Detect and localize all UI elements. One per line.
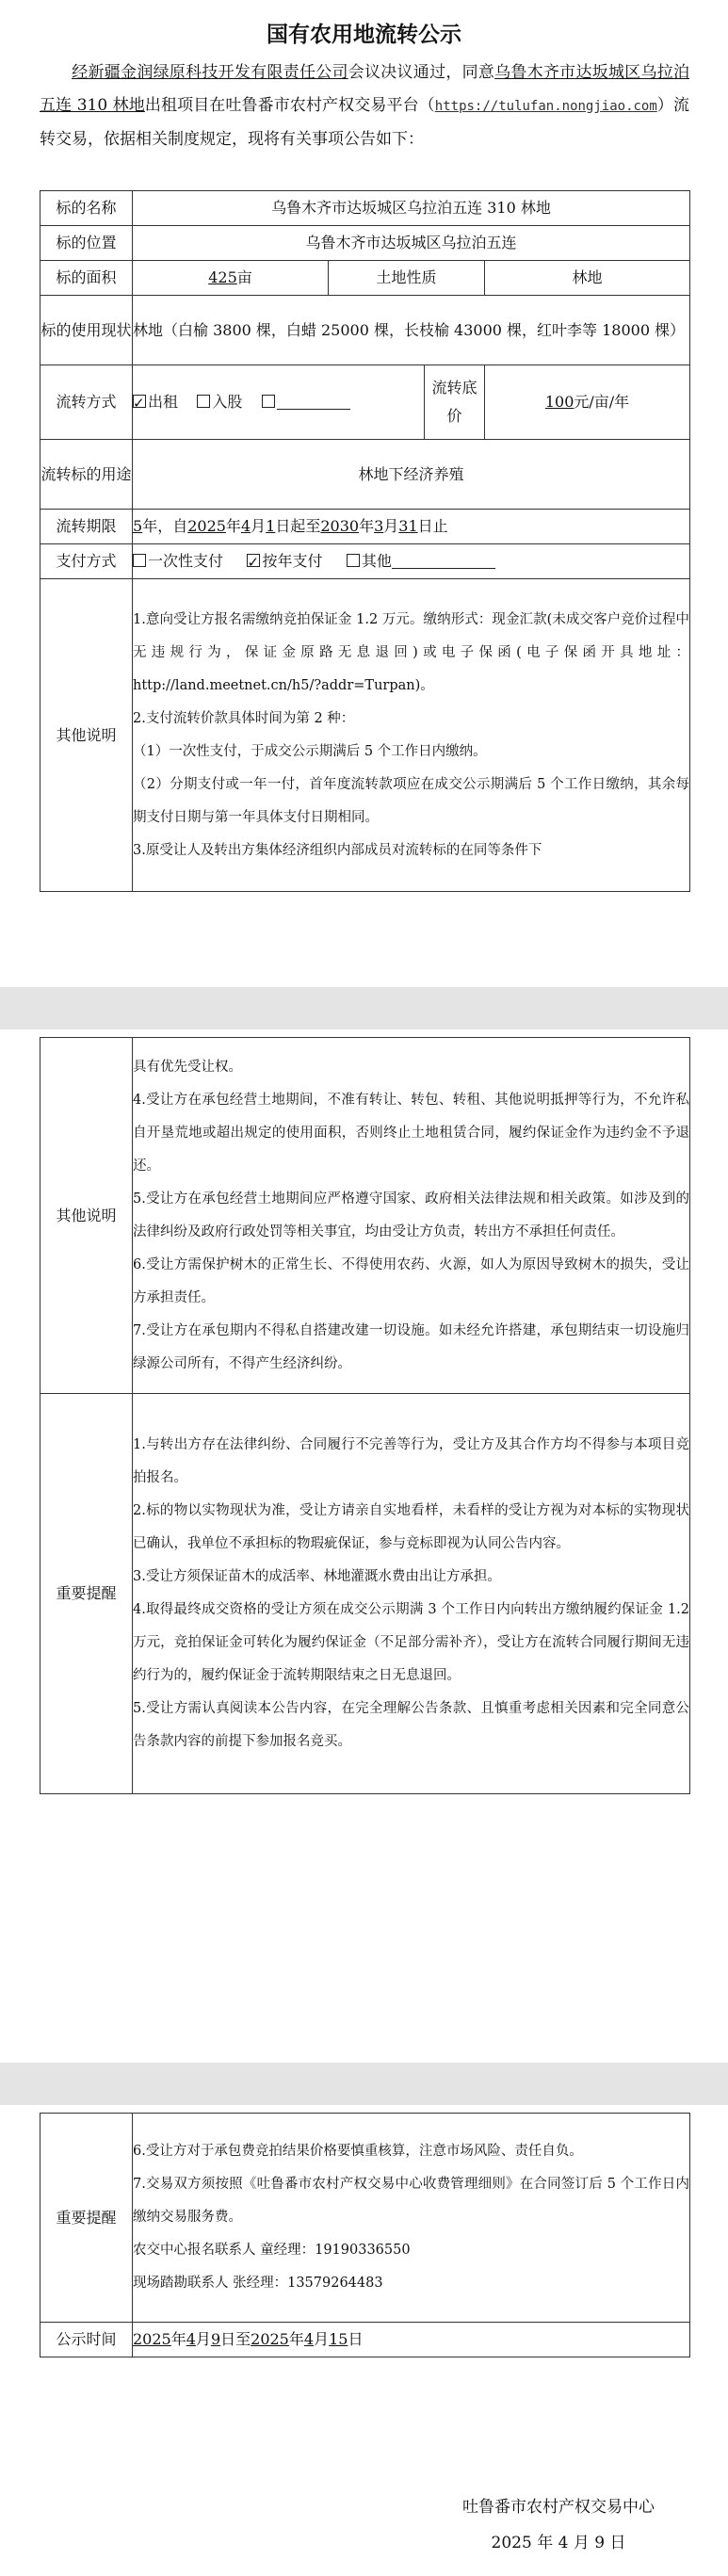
payment-options: 一次性支付 ✓ 按年支付 其他 — [133, 544, 690, 579]
reminder-item: 6.受让方对于承包费竞拍结果价格要慎重核算，注意市场风险、责任自负。 — [133, 2144, 583, 2159]
row-reminders-1 — [40, 1394, 690, 1794]
row-area — [40, 261, 690, 296]
name-label: 标的名称 — [40, 191, 133, 226]
note-item: （1）一次性支付，于成交公示期满后 5 个工作日内缴纳。 — [133, 743, 487, 759]
intro-paragraph: 经新疆金润绿原科技开发有限责任公司会议决议通过，同意乌鲁木齐市达坂城区乌拉泊五连 310 林地出租项目在吐鲁番市农村产权交易平台（https://tulufan.nongjiao.com）流转交易，依据相关制度规定，现将有关事项公告如下： — [40, 63, 690, 149]
note-item: 2.支付流转价款具体时间为第 2 种： — [133, 710, 355, 726]
note-item: （2）分期支付或一年一付，首年度流转款项应在成交公示期满后 5 个工作日缴纳，其余每期支付日期与第一年具体支付日期相同。 — [133, 776, 690, 825]
other-notes-list-1 — [133, 579, 690, 892]
contact-registration: 农交中心报名联系人 童经理：19190336550 — [133, 2243, 411, 2258]
name-value: 乌鲁木齐市达坂城区乌拉泊五连 310 林地 — [133, 191, 690, 226]
term-label: 流转期限 — [40, 510, 133, 544]
reminder-item: 7.交易双方须按照《吐鲁番市农村产权交易中心收费管理细则》在合同签订后 5 个工作日内缴纳交易服务费。 — [133, 2177, 689, 2225]
contact-site-visit: 现场踏勘联系人 张经理：13579264483 — [133, 2276, 383, 2291]
checkbox-rent[interactable] — [133, 395, 146, 408]
reminders-list-1 — [133, 1394, 690, 1794]
purpose-label: 流转标的用途 — [40, 440, 133, 510]
checkbox-share[interactable] — [197, 395, 210, 408]
reminder-item: 2.标的物以实物现状为准，受让方请亲自实地看样，未看样的受让方视为对本标的实物现状已确认，我单位不承担标的物瑕疵保证，参与竞标即视为认同公告内容。 — [133, 1503, 689, 1551]
checkbox-other-method[interactable] — [262, 395, 275, 408]
document-title: 国有农用地流转公示 — [267, 23, 461, 47]
method-label: 流转方式 — [40, 365, 133, 440]
note-item: 3.原受让人及转出方集体经济组织内部成员对流转标的在同等条件下 — [133, 842, 542, 858]
note-item: 具有优先受让权。 — [133, 1059, 242, 1075]
listing-table-continued — [40, 1037, 690, 1794]
reminder-item: 1.与转出方存在法律纠纷、合同履行不完善等行为，受让方及其合作方均不得参与本项目竞拍报名。 — [133, 1437, 689, 1485]
publish-value: 2025年4月9日至2025年4月15日 — [133, 2323, 690, 2357]
listing-table — [40, 190, 690, 892]
publish-label: 公示时间 — [40, 2323, 133, 2357]
checkbox-lump-sum[interactable] — [133, 554, 146, 567]
checkbox-other-payment[interactable] — [347, 554, 360, 567]
page-1 — [0, 0, 728, 987]
payment-label: 支付方式 — [40, 544, 133, 579]
issue-date: 2025 年 4 月 9 日 — [491, 2534, 626, 2552]
other-notes-label: 其他说明 — [40, 579, 133, 892]
note-item: 4.受让方在承包经营土地期间，不准有转让、转包、转租、其他说明抵押等行为，不允许私自开垦荒地或超出规定的使用面积，否则终止土地租赁合同，履约保证金作为违约金不予退还。 — [133, 1092, 689, 1174]
nature-label: 土地性质 — [329, 261, 485, 296]
other-notes-label-2: 其他说明 — [40, 1038, 133, 1394]
checkbox-yearly[interactable] — [247, 554, 260, 567]
reminder-item: 4.取得最终成交资格的受让方须在成交公示期满 3 个工作日内向转出方缴纳履约保证金 1.2 万元，竞拍保证金可转化为履约保证金（不足部分需补齐），受让方在流转合同履行期间无违约行为的，履约保证金于流转期限结束之日无息退回。 — [133, 1602, 689, 1683]
note-item: 7.受让方在承包期内不得私自搭建改建一切设施。如未经允许搭建，承包期结束一切设施归绿源公司所有，不得产生经济纠纷。 — [133, 1322, 689, 1371]
row-other-notes-1 — [40, 579, 690, 892]
other-notes-list-2 — [133, 1038, 690, 1394]
reminders-list-2 — [133, 2114, 690, 2323]
base-price-cell: 100元/亩/年 — [485, 365, 690, 440]
reminders-label-2: 重要提醒 — [40, 2114, 133, 2323]
other-payment-blank — [392, 551, 495, 569]
row-name — [40, 191, 690, 226]
platform-url[interactable]: https://tulufan.nongjiao.com — [434, 99, 657, 114]
row-payment — [40, 544, 690, 579]
term-value: 5年，自2025年4月1日起至2030年3月31日止 — [133, 510, 690, 544]
issuing-organization: 吐鲁番市农村产权交易中心 — [462, 2498, 655, 2517]
method-options: ✓ 出租 入股 — [133, 365, 425, 440]
page-gap-1 — [0, 987, 728, 1029]
row-reminders-2 — [40, 2114, 690, 2323]
listing-table-final — [40, 2113, 690, 2357]
row-publish-period — [40, 2323, 690, 2357]
row-purpose — [40, 440, 690, 510]
position-value: 乌鲁木齐市达坂城区乌拉泊五连 — [133, 226, 690, 261]
nature-value: 林地 — [485, 261, 690, 296]
page-gap-2 — [0, 2063, 728, 2105]
row-other-notes-2 — [40, 1038, 690, 1394]
note-item: 5.受让方在承包经营土地期间应严格遵守国家、政府相关法律法规和相关政策。如涉及到的法律纠纷及政府行政处罚等相关事宜，均由受让方负责，转出方不承担任何责任。 — [133, 1191, 689, 1239]
page-2 — [0, 1029, 728, 2063]
reminder-item: 3.受让方须保证苗木的成活率、林地灌溉水费由出让方承担。 — [133, 1569, 501, 1584]
project-location: 乌鲁木齐市达坂城区乌拉泊五连 310 林地 — [40, 63, 690, 115]
area-cell: 425亩 — [133, 261, 329, 296]
other-method-blank — [277, 392, 350, 410]
page-3 — [0, 2105, 728, 2576]
usage-value: 林地（白榆 3800 棵，白蜡 25000 棵，长枝榆 43000 棵，红叶李等 18000 棵） — [133, 296, 690, 365]
reminder-item: 5.受让方需认真阅读本公告内容，在完全理解公告条款、且慎重考虑相关因素和完全同意公告条款内容的前提下参加报名竞买。 — [133, 1701, 689, 1749]
base-price-label: 流转底价 — [425, 365, 485, 440]
row-usage — [40, 296, 690, 365]
row-position — [40, 226, 690, 261]
position-label: 标的位置 — [40, 226, 133, 261]
area-label: 标的面积 — [40, 261, 133, 296]
purpose-value: 林地下经济养殖 — [133, 440, 690, 510]
note-item: 1.意向受让方报名需缴纳竞拍保证金 1.2 万元。缴纳形式：现金汇款(未成交客户竞价过程中无违规行为，保证金原路无息退回)或电子保函(电子保函开具地址：http://land.meetnet.cn/h5/?addr=Turpan)。 — [133, 611, 690, 693]
note-item: 6.受让方需保护树木的正常生长、不得使用农药、火源，如人为原因导致树木的损失，受让方承担责任。 — [133, 1256, 689, 1305]
area-value: 425 — [208, 268, 237, 286]
reminders-label: 重要提醒 — [40, 1394, 133, 1794]
base-price-value: 100 — [544, 393, 574, 411]
row-term — [40, 510, 690, 544]
company-name: 经新疆金润绿原科技开发有限责任公司 — [72, 63, 348, 82]
row-method — [40, 365, 690, 440]
usage-label: 标的使用现状 — [40, 296, 133, 365]
